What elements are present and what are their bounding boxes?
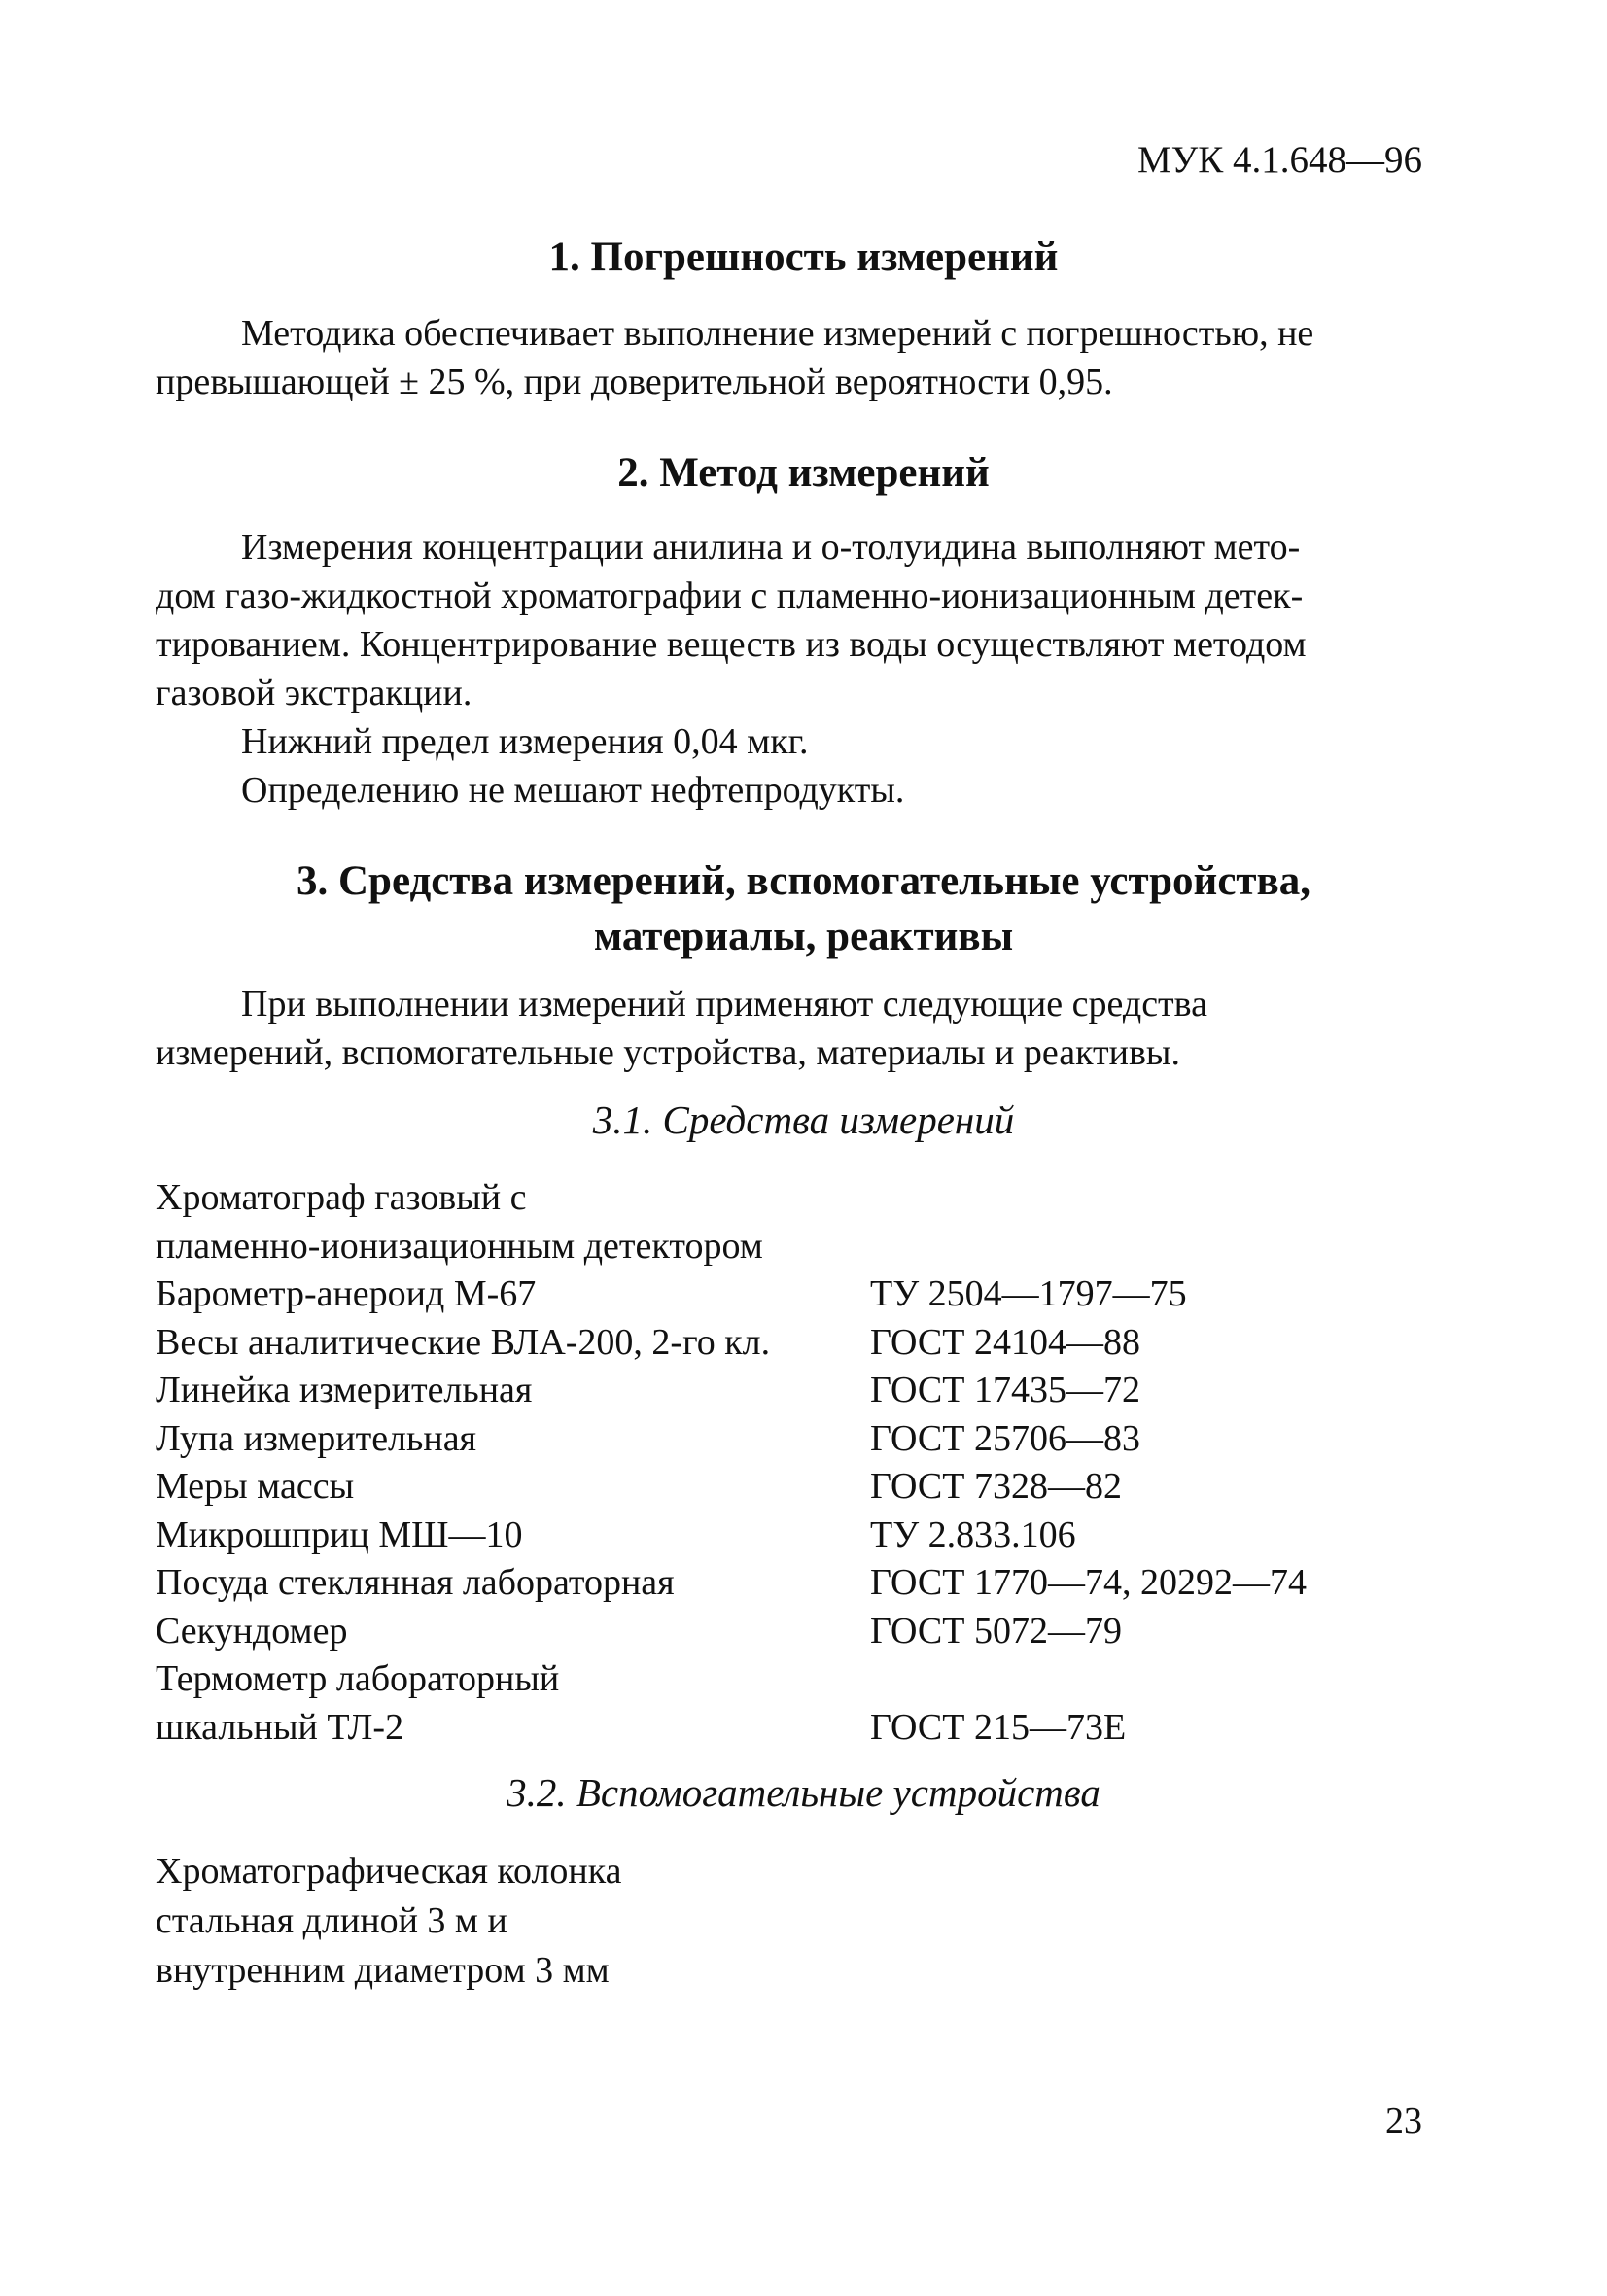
paragraph-line: Хроматографическая колонка xyxy=(156,1851,622,1892)
instrument-row xyxy=(156,1319,1419,1368)
instrument-standard: ГОСТ 7328—82 xyxy=(870,1466,1122,1507)
section-1-text xyxy=(156,309,1419,406)
section-3-intro xyxy=(156,980,1419,1077)
instrument-name: Хроматограф газовый с xyxy=(156,1177,527,1218)
instrument-name: шкальный ТЛ-2 xyxy=(156,1706,404,1748)
instrument-row xyxy=(156,1415,1419,1464)
subsection-3-2-title: 3.2. Вспомогательные устройства xyxy=(507,1770,1100,1815)
instrument-row xyxy=(156,1704,1419,1753)
instrument-row xyxy=(156,1463,1419,1512)
instrument-row xyxy=(156,1174,1419,1223)
section-2-text xyxy=(156,523,1419,815)
document-code: МУК 4.1.648—96 xyxy=(1136,139,1422,181)
instrument-standard: ГОСТ 24104—88 xyxy=(870,1321,1140,1363)
instrument-standard: ГОСТ 25706—83 xyxy=(870,1417,1140,1459)
instrument-name: Микрошприц МШ—10 xyxy=(156,1513,523,1555)
instrument-name: Посуда стеклянная лабораторная xyxy=(156,1562,675,1603)
instrument-name: Секундомер xyxy=(156,1610,348,1652)
auxiliary-device-text xyxy=(156,1847,622,1996)
section-2-title: 2. Метод измерений xyxy=(617,450,990,496)
section-3-title-line-1: 3. Средства измерений, вспомогательные устройства, xyxy=(296,858,1311,904)
instrument-row xyxy=(156,1367,1419,1415)
page-number: 23 xyxy=(1385,2101,1422,2141)
instrument-standard: ТУ 2504—1797—75 xyxy=(870,1273,1187,1314)
paragraph-line: газовой экстракции. xyxy=(156,673,472,713)
paragraph-line: превышающей ± 25 %, при доверительной вероятности 0,95. xyxy=(156,362,1113,402)
instrument-name: Барометр-анероид М-67 xyxy=(156,1273,537,1314)
instrument-name: Весы аналитические ВЛА-200, 2-го кл. xyxy=(156,1321,771,1363)
instrument-row xyxy=(156,1559,1419,1608)
detection-limit: Нижний предел измерения 0,04 мкг. xyxy=(241,721,809,762)
instrument-standard: ГОСТ 5072—79 xyxy=(870,1610,1122,1652)
instrument-row xyxy=(156,1270,1419,1319)
instrument-row xyxy=(156,1655,1419,1704)
interference-note: Определению не мешают нефтепродукты. xyxy=(241,770,905,811)
paragraph-line: Измерения концентрации анилина и о-толуидина выполняют мето- xyxy=(241,527,1301,568)
subsection-3-1-title: 3.1. Средства измерений xyxy=(592,1097,1015,1142)
paragraph-line: тированием. Концентрирование веществ из воды осуществляют методом xyxy=(156,624,1307,665)
paragraph-line: дом газо-жидкостной хроматографии с пламенно-ионизационным детек- xyxy=(156,575,1304,616)
section-1-title: 1. Погрешность измерений xyxy=(548,234,1059,280)
instrument-standard: ГОСТ 1770—74, 20292—74 xyxy=(870,1562,1307,1603)
instrument-standard: ТУ 2.833.106 xyxy=(870,1513,1076,1555)
instrument-name: Линейка измерительная xyxy=(156,1370,533,1410)
instrument-standard: ГОСТ 215—73Е xyxy=(870,1706,1127,1748)
paragraph-line: стальная длиной 3 м и xyxy=(156,1900,507,1941)
paragraph-line: внутренним диаметром 3 мм xyxy=(156,1950,610,1991)
instrument-name: Лупа измерительная xyxy=(156,1417,477,1459)
section-3-title-line-2: материалы, реактивы xyxy=(593,914,1014,959)
instrument-name: Меры массы xyxy=(156,1466,355,1507)
instrument-name: пламенно-ионизационным детектором xyxy=(156,1225,763,1267)
paragraph-line: Методика обеспечивает выполнение измерений с погрешностью, не xyxy=(241,313,1314,354)
instrument-standard: ГОСТ 17435—72 xyxy=(870,1370,1140,1410)
instrument-name: Термометр лабораторный xyxy=(156,1658,560,1699)
instrument-row xyxy=(156,1512,1419,1560)
instrument-row xyxy=(156,1608,1419,1656)
paragraph-line: измерений, вспомогательные устройства, материалы и реактивы. xyxy=(156,1032,1180,1073)
instrument-row xyxy=(156,1223,1419,1271)
instrument-list xyxy=(156,1174,1419,1752)
paragraph-line: При выполнении измерений применяют следующие средства xyxy=(241,984,1207,1025)
